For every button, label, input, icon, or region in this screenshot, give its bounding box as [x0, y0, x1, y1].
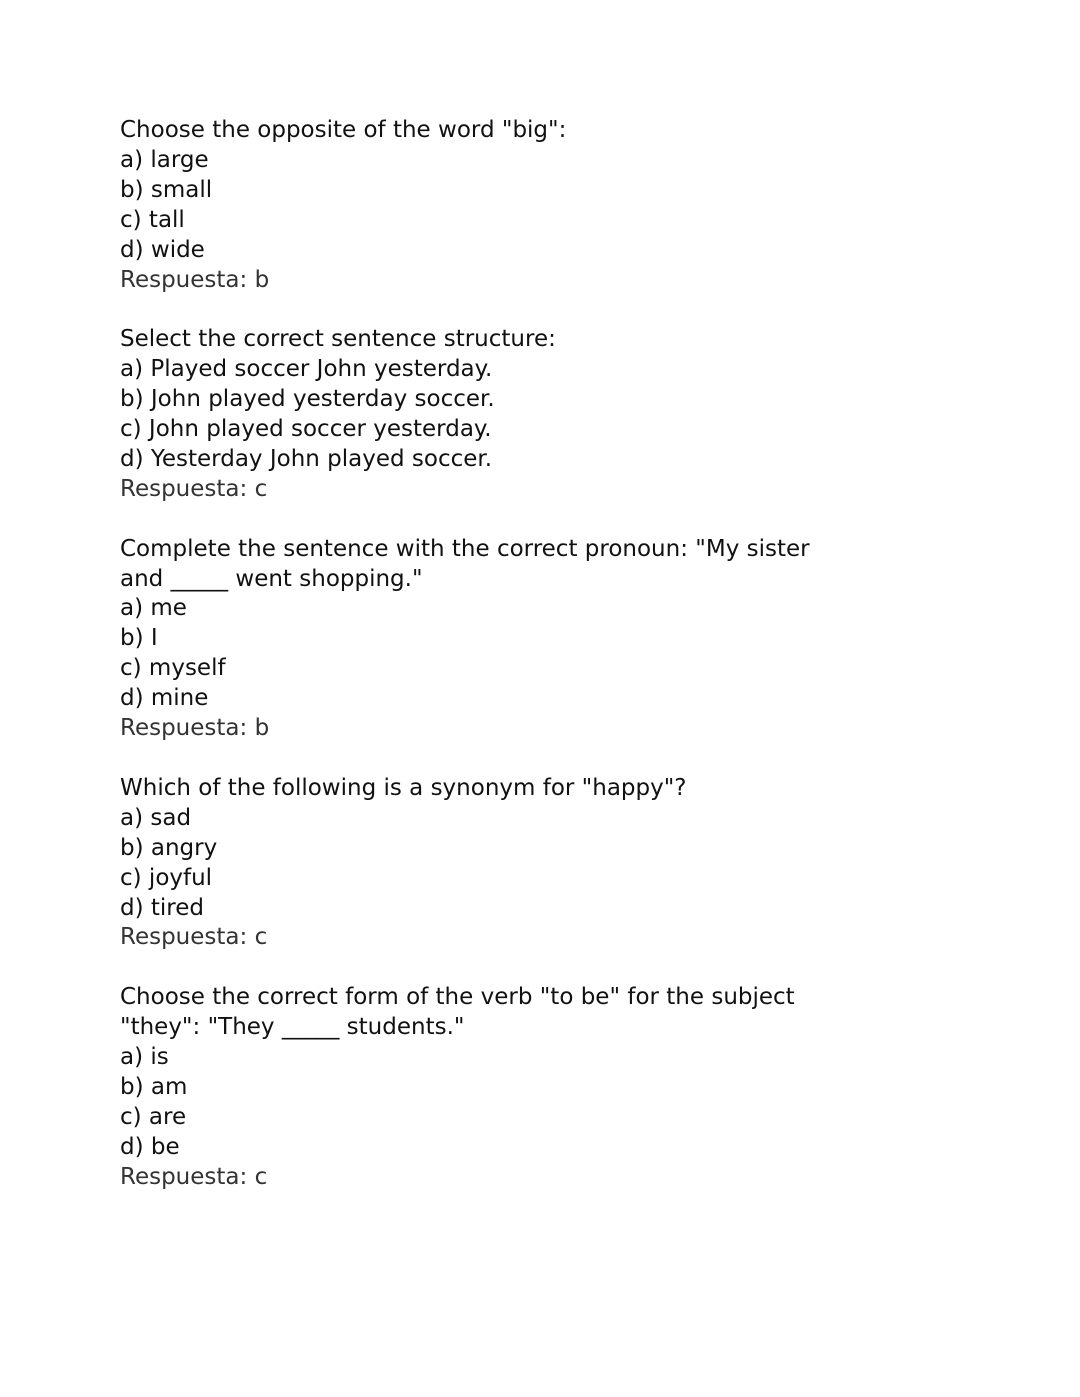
- question-prompt-continued: and _____ went shopping.": [120, 565, 423, 592]
- question-2: [120, 325, 880, 504]
- question-prompt: Which of the following is a synonym for "happy"?: [120, 774, 687, 801]
- option-a: a) Played soccer John yesterday.: [120, 356, 493, 383]
- answer-text: Respuesta: b: [120, 266, 270, 293]
- option-c: c) joyful: [120, 864, 213, 891]
- answer-text: Respuesta: c: [120, 924, 268, 951]
- option-b: b) I: [120, 625, 158, 652]
- answer-text: Respuesta: c: [120, 475, 268, 502]
- question-prompt: Choose the opposite of the word "big":: [120, 117, 567, 143]
- question-5: [120, 983, 880, 1192]
- option-b: b) am: [120, 1073, 188, 1100]
- option-c: c) tall: [120, 206, 185, 233]
- option-d: d) be: [120, 1133, 180, 1160]
- quiz-document: [120, 116, 880, 1222]
- option-a: a) large: [120, 146, 209, 173]
- option-c: c) are: [120, 1103, 187, 1130]
- option-d: d) tired: [120, 894, 204, 921]
- question-4: [120, 774, 880, 953]
- question-prompt: Select the correct sentence structure:: [120, 326, 556, 353]
- question-prompt: Complete the sentence with the correct pronoun: "My sister: [120, 535, 810, 562]
- question-prompt-continued: "they": "They _____ students.": [120, 1014, 465, 1041]
- question-prompt: Choose the correct form of the verb "to be" for the subject: [120, 984, 795, 1011]
- answer-text: Respuesta: c: [120, 1163, 268, 1190]
- question-3: [120, 535, 880, 744]
- option-d: d) mine: [120, 685, 209, 712]
- option-d: d) Yesterday John played soccer.: [120, 445, 493, 472]
- option-a: a) is: [120, 1044, 169, 1071]
- option-b: b) small: [120, 176, 213, 203]
- option-c: c) myself: [120, 655, 226, 682]
- option-b: b) angry: [120, 834, 218, 861]
- question-1: [120, 116, 880, 295]
- option-d: d) wide: [120, 236, 205, 263]
- option-b: b) John played yesterday soccer.: [120, 386, 495, 413]
- option-c: c) John played soccer yesterday.: [120, 416, 492, 443]
- answer-text: Respuesta: b: [120, 715, 270, 742]
- option-a: a) me: [120, 595, 187, 622]
- option-a: a) sad: [120, 804, 192, 831]
